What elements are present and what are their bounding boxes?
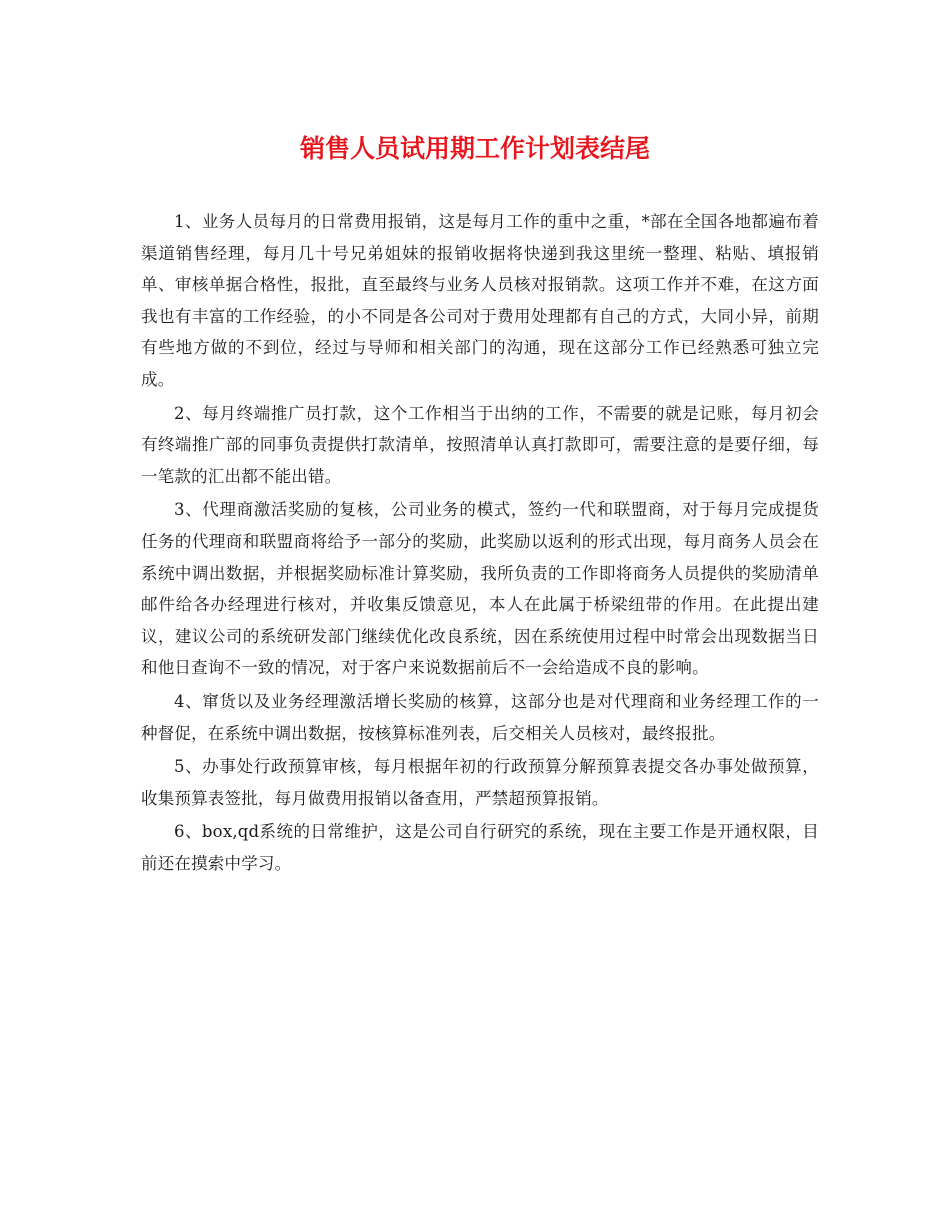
paragraph-5: 5、办事处行政预算审核，每月根据年初的行政预算分解预算表提交各办事处做预算，收集预算表签批，每月做费用报销以备查用，严禁超预算报销。: [141, 757, 819, 808]
document-title: 销售人员试用期工作计划表结尾: [299, 134, 650, 163]
paragraph-4: 4、窜货以及业务经理激活增长奖励的核算，这部分也是对代理商和业务经理工作的一种督促，在系统中调出数据，按核算标准列表，后交相关人员核对，最终报批。: [141, 691, 819, 743]
paragraph-1: 1、业务人员每月的日常费用报销，这是每月工作的重中之重，*部在全国各地都遍布着渠道销售经理，每月几十号兄弟姐妹的报销收据将快递到我这里统一整理、粘贴、填报销单、审核单据合格性，报批，直至最终与业务人员核对报销款。这项工作并不难，在这方面我也有丰富的工作经验，的小不同是各公司对于费用处理都有自己的方式，大同小异，前期有些地方做的不到位，经过与导师和相关部门的沟通，现在这部分工作已经熟悉可独立完成。: [141, 212, 819, 389]
document-body: [141, 206, 819, 881]
paragraph-6: 6、box,qd系统的日常维护，这是公司自行研究的系统，现在主要工作是开通权限，目前还在摸索中学习。: [141, 822, 819, 873]
paragraph-2: 2、每月终端推广员打款，这个工作相当于出纳的工作，不需要的就是记账，每月初会有终端推广部的同事负责提供打款清单，按照清单认真打款即可，需要注意的是要仔细，每一笔款的汇出都不能出错。: [141, 403, 819, 486]
paragraph-3: 3、代理商激活奖励的复核，公司业务的模式，签约一代和联盟商，对于每月完成提货任务的代理商和联盟商将给予一部分的奖励，此奖励以返利的形式出现，每月商务人员会在系统中调出数据，并根据奖励标准计算奖励，我所负责的工作即将商务人员提供的奖励清单邮件给各办经理进行核对，并收集反馈意见，本人在此属于桥梁纽带的作用。在此提出建议，建议公司的系统研发部门继续优化改良系统，因在系统使用过程中时常会出现数据当日和他日查询不一致的情况，对于客户来说数据前后不一会给造成不良的影响。: [141, 500, 819, 678]
